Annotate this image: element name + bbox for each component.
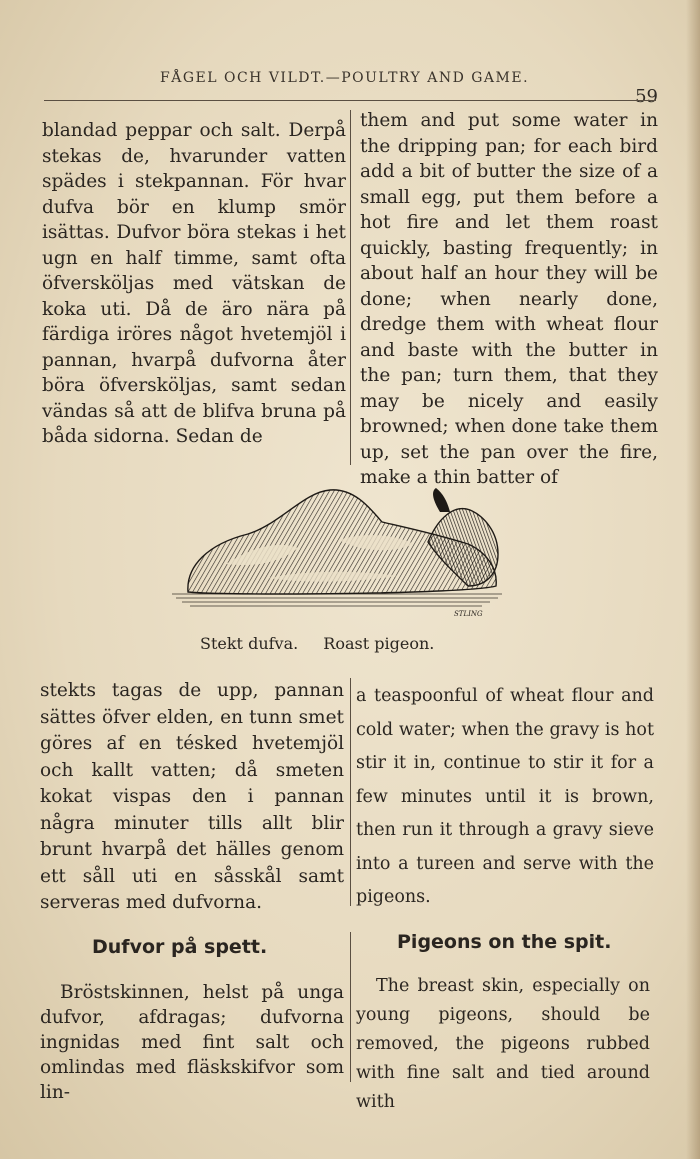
swedish-paragraph: blandad peppar och salt. Derpå stekas de, hvarunder vatten spädes i stekpannan. För hvar dufva bör en klump smör isättas. Dufvor böra stekas i het ugn en half timme, samt ofta öfversköljas med vätskan de koka uti. Då de äro nära på färdiga iröres något hvetemjöl i pannan, hvarpå dufvorna åter böra öfversköljas, samt sedan vändas så att de blifva bruna på båda sidorna. Sedan de [42,120,346,447]
caption-english: Roast pigeon. [323,634,435,653]
swedish-column-top [42,118,346,450]
english-column-bottom [356,972,650,1117]
column-divider [350,678,351,906]
english-column-middle [356,680,654,915]
english-column-top [360,108,658,491]
column-divider [350,110,351,465]
header-rule [44,100,656,101]
running-header: FÅGEL OCH VILDT.—POULTRY AND GAME. [160,70,530,86]
swedish-column-middle [40,678,344,917]
swedish-paragraph: stekts tagas de upp, pannan sättes öfver elden, en tunn smet göres af en tésked hvetemjöl och kallt vatten; då smeten kokat vispas den i pannan några minuter tills allt blir brunt hvarpå det hälles genom ett såll uti en såsskål samt serveras med dufvorna. [40,680,344,913]
engraver-signature: STLING [454,610,483,618]
roast-pigeon-illustration [168,482,508,627]
swedish-paragraph: Bröstskinnen, helst på unga dufvor, afdragas; dufvorna ingnidas med fint salt och omlindas med fläskskifvor som lin- [40,982,344,1103]
english-paragraph: them and put some water in the dripping pan; for each bird add a bit of butter the size of a small egg, put them before a hot fire and let them roast quickly, basting frequently; in about half an hour they will be done; when nearly done, dredge them with wheat flour and baste with the butter in the pan; turn them, that they may be nicely and easily browned; when done take them up, set the pan over the fire, make a thin batter of [360,110,658,488]
english-paragraph: The breast skin, especially on young pigeons, should be removed, the pigeons rubbed with fine salt and tied around with [356,976,650,1112]
english-paragraph: a teaspoonful of wheat flour and cold water; when the gravy is hot stir it in, continue to stir it for a few minutes until it is brown, then run it through a gravy sieve into a tureen and serve with the pigeons. [356,686,654,907]
section-heading-english: Pigeons on the spit. [397,931,612,953]
section-heading-swedish: Dufvor på spett. [92,936,268,958]
page-edge-shadow [686,0,700,1159]
swedish-column-bottom [40,980,344,1105]
caption-swedish: Stekt dufva. [200,634,299,653]
page-number: 59 [635,86,658,107]
figure-caption [200,634,500,653]
column-divider [350,932,351,1082]
